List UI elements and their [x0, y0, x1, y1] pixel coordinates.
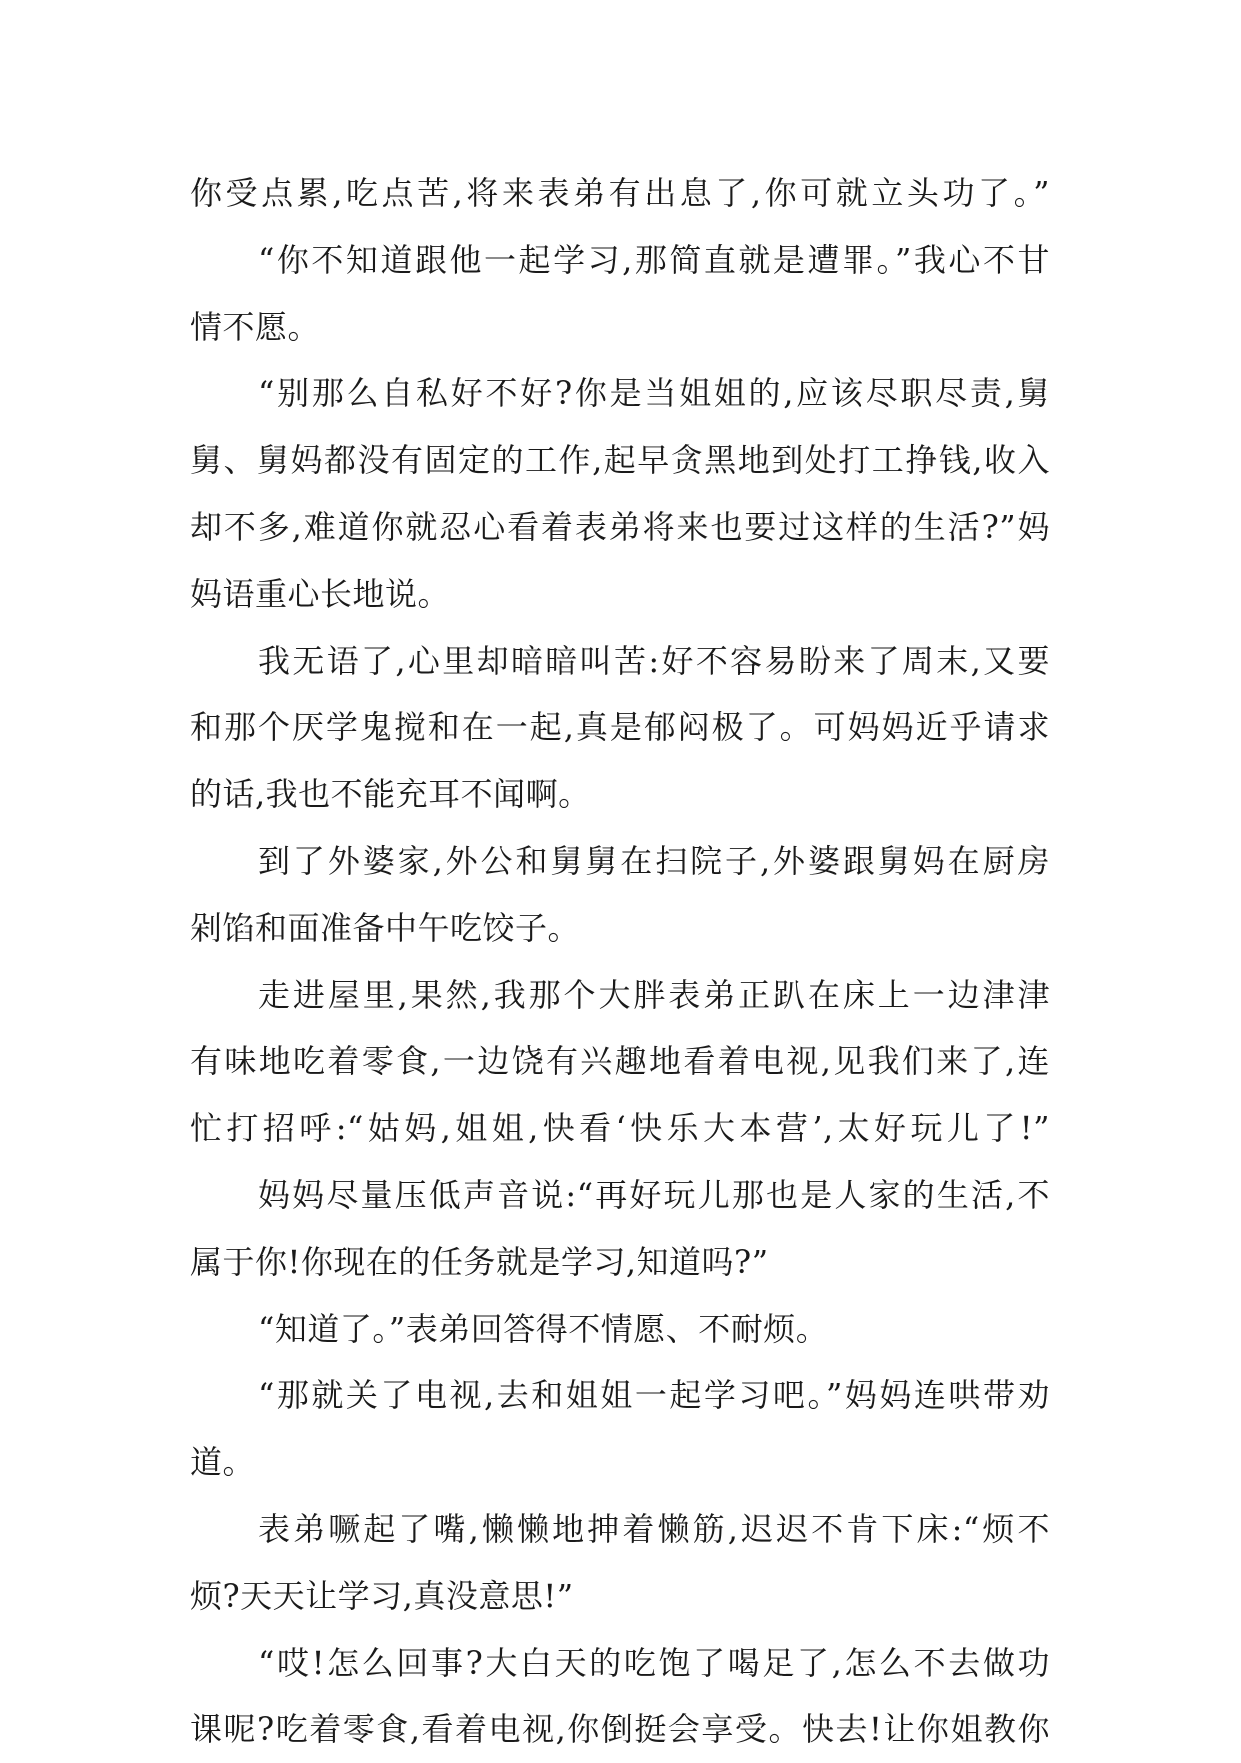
text-line: 我无语了,心里却暗暗叫苦:好不容易盼来了周末,又要 [258, 641, 1050, 680]
text-line: 剁馅和面准备中午吃饺子。 [190, 908, 581, 947]
text-line: 妈语重心长地说。 [190, 574, 451, 613]
text-line: 有味地吃着零食,一边饶有兴趣地看着电视,见我们来了,连 [190, 1042, 1050, 1081]
text-line: 属于你!你现在的任务就是学习,知道吗?” [190, 1242, 769, 1281]
text-line: 道。 [190, 1443, 256, 1482]
text-line: 的话,我也不能充耳不闻啊。 [190, 775, 591, 814]
body-text [190, 160, 1050, 1763]
text-line: 到了外婆家,外公和舅舅在扫院子,外婆跟舅妈在厨房 [258, 841, 1050, 880]
text-line: 烦?天天让学习,真没意思!” [190, 1576, 574, 1615]
text-line: “知道了。”表弟回答得不情愿、不耐烦。 [258, 1309, 829, 1348]
text-line: 却不多,难道你就忍心看着表弟将来也要过这样的生活?”妈 [190, 507, 1050, 546]
text-line: 表弟噘起了嘴,懒懒地抻着懒筋,迟迟不肯下床:“烦不 [258, 1509, 1050, 1548]
text-line: “别那么自私好不好?你是当姐姐的,应该尽职尽责,舅 [258, 374, 1050, 413]
text-line: 情不愿。 [190, 307, 321, 346]
text-line: 你受点累,吃点苦,将来表弟有出息了,你可就立头功了。” [190, 174, 1050, 212]
text-line: 走进屋里,果然,我那个大胖表弟正趴在床上一边津津 [258, 975, 1050, 1014]
text-line: “那就关了电视,去和姐姐一起学习吧。”妈妈连哄带劝 [258, 1376, 1050, 1415]
text-line: “哎!怎么回事?大白天的吃饱了喝足了,怎么不去做功 [258, 1643, 1050, 1682]
text-line: 妈妈尽量压低声音说:“再好玩儿那也是人家的生活,不 [258, 1175, 1050, 1214]
text-line: 舅、舅妈都没有固定的工作,起早贪黑地到处打工挣钱,收入 [190, 441, 1050, 480]
text-line: 忙打招呼:“姑妈,姐姐,快看‘快乐大本营’,太好玩儿了!” [190, 1109, 1050, 1148]
text-line: “你不知道跟他一起学习,那简直就是遭罪。”我心不甘 [258, 240, 1050, 279]
text-line: 课呢?吃着零食,看着电视,你倒挺会享受。快去!让你姐教你 [190, 1710, 1050, 1749]
text-line: 和那个厌学鬼搅和在一起,真是郁闷极了。可妈妈近乎请求 [190, 708, 1050, 747]
